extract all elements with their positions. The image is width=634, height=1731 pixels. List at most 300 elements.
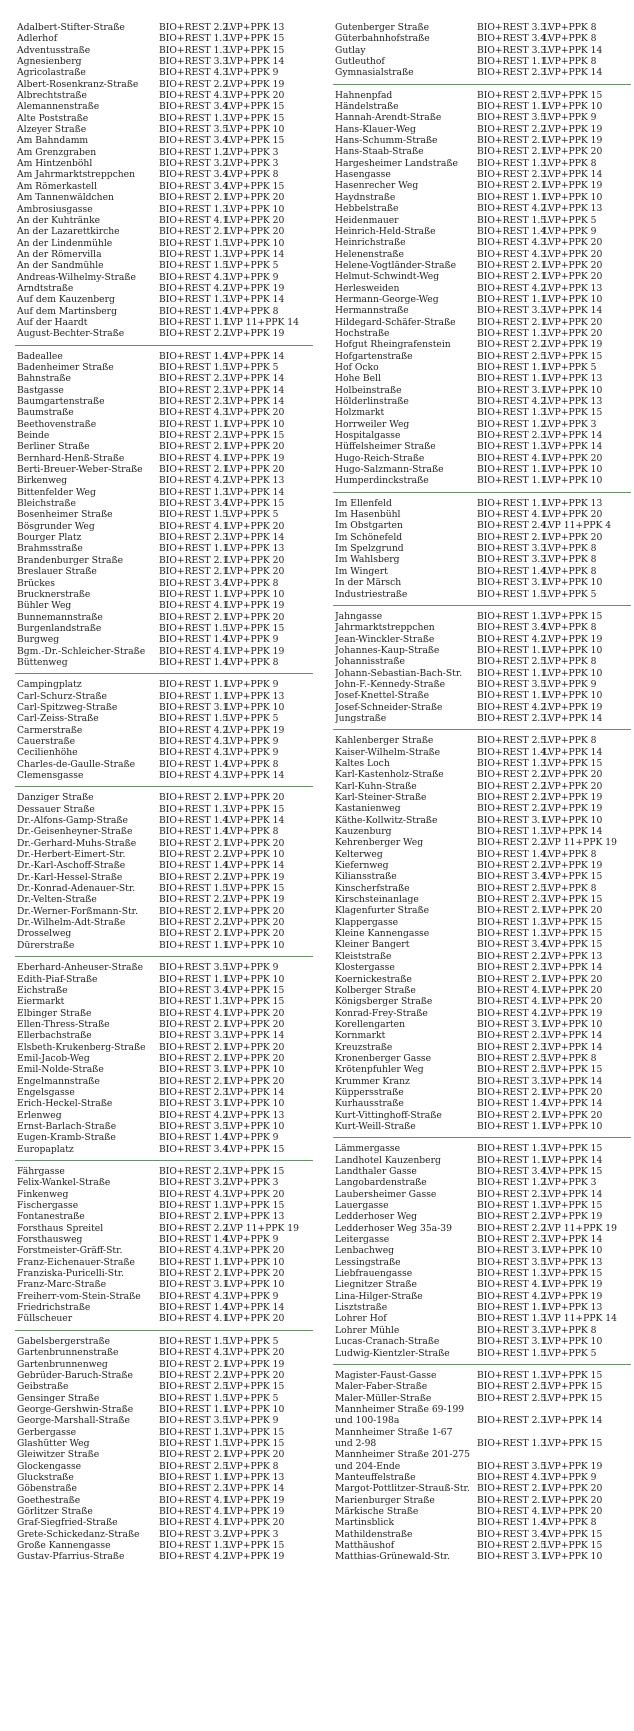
letter-group	[335, 735, 627, 1132]
street-row	[17, 158, 309, 169]
street-name: Auf der Haardt	[17, 316, 88, 328]
lvp-ppk-schedule: LVP+PPK 15	[543, 610, 603, 622]
street-name: Große Kannengasse	[17, 1540, 111, 1551]
column-right	[335, 22, 627, 1563]
street-name: Hans-Schumm-Straße	[335, 135, 438, 147]
letter-group	[335, 611, 627, 724]
lvp-ppk-schedule: LVP+PPK 10	[225, 1120, 285, 1132]
lvp-ppk-schedule: LVP+PPK 13	[543, 1302, 603, 1314]
lvp-ppk-schedule: LVP+PPK 20	[225, 441, 285, 453]
bio-rest-schedule: BIO+REST 1.4	[477, 746, 547, 758]
street-name: Campingplatz	[17, 679, 82, 691]
bio-rest-schedule: BIO+REST 1.3	[477, 757, 547, 769]
bio-rest-schedule: BIO+REST 1.3	[477, 1200, 547, 1212]
street-row	[17, 1234, 309, 1245]
street-row	[17, 1336, 309, 1347]
lvp-ppk-schedule: LVP+PPK 19	[543, 339, 603, 351]
lvp-ppk-schedule: LVP+PPK 10	[543, 464, 603, 476]
lvp-ppk-schedule: LVP+PPK 20	[225, 1075, 285, 1087]
street-row	[335, 951, 627, 962]
bio-rest-schedule: BIO+REST 1.4	[159, 305, 229, 317]
bio-rest-schedule: BIO+REST 1.1	[477, 361, 547, 373]
street-row	[335, 1110, 627, 1121]
lvp-ppk-schedule: LVP+PPK 15	[543, 1392, 603, 1404]
street-name: Kastanienweg	[335, 803, 401, 815]
lvp-ppk-schedule: LVP+PPK 10	[543, 667, 603, 679]
lvp-ppk-schedule: LVP+PPK 15	[225, 1143, 285, 1155]
street-name: Gluckstraße	[17, 1471, 74, 1483]
lvp-ppk-schedule: LVP+PPK 15	[225, 180, 285, 192]
lvp-ppk-schedule: LVP+PPK 15	[543, 939, 603, 951]
street-name: Mannheimer Straße 69-199	[335, 1403, 465, 1415]
bio-rest-schedule: BIO+REST 1.3	[477, 1313, 547, 1325]
bio-rest-schedule: BIO+REST 2.5	[477, 656, 547, 668]
bio-rest-schedule: BIO+REST 4.3	[159, 1188, 229, 1200]
street-row	[17, 1189, 309, 1200]
lvp-ppk-schedule: LVP+PPK 14	[225, 486, 285, 498]
lvp-ppk-schedule: LVP+PPK 10	[543, 577, 603, 589]
letter-group	[17, 1336, 309, 1563]
street-row	[17, 1257, 309, 1268]
lvp-ppk-schedule: LVP+PPK 19	[225, 1358, 285, 1370]
street-name: Landhotel Kauzenberg	[335, 1154, 441, 1166]
street-name: Agricolastraße	[17, 67, 86, 79]
bio-rest-schedule: BIO+REST 1.1	[477, 644, 547, 656]
street-name: Dr.-Wilhelm-Adt-Straße	[17, 917, 126, 929]
street-name: George-Marshall-Straße	[17, 1415, 130, 1427]
street-row	[335, 1200, 627, 1211]
street-name: Kiliansstraße	[335, 871, 397, 883]
street-row	[17, 940, 309, 951]
bio-rest-schedule: BIO+REST 3.1	[159, 1064, 229, 1076]
street-row	[17, 1291, 309, 1302]
street-row	[335, 939, 627, 950]
bio-rest-schedule: BIO+REST 1.3	[477, 928, 547, 940]
bio-rest-schedule: BIO+REST 2.1	[159, 1449, 229, 1461]
street-row	[17, 260, 309, 271]
street-row	[335, 1223, 627, 1234]
street-name: Alzeyer Straße	[17, 124, 87, 136]
lvp-ppk-schedule: LVP+PPK 15	[225, 984, 285, 996]
lvp-ppk-schedule: LVP+PPK 15	[543, 757, 603, 769]
bio-rest-schedule: BIO+REST 4.2	[477, 396, 547, 407]
street-row	[335, 475, 627, 486]
lvp-ppk-schedule: LVP+PPK 19	[225, 1551, 285, 1563]
street-name: Bastgasse	[17, 384, 64, 396]
lvp-ppk-schedule: LVP+PPK 14	[225, 532, 285, 544]
street-name: Jungstraße	[335, 712, 387, 724]
bio-rest-schedule: BIO+REST 2.2	[477, 780, 547, 792]
bio-rest-schedule: BIO+REST 2.3	[477, 1415, 547, 1427]
bio-rest-schedule: BIO+REST 1.1	[477, 191, 547, 203]
street-row	[17, 317, 309, 328]
bio-rest-schedule: BIO+REST 3.1	[159, 1279, 229, 1291]
bio-rest-schedule: BIO+REST 1.4	[159, 758, 229, 770]
street-name: Kinscherfstraße	[335, 882, 410, 894]
street-name: Im Hasenbühl	[335, 509, 401, 521]
bio-rest-schedule: BIO+REST 4.1	[159, 520, 229, 532]
street-row	[335, 1461, 627, 1472]
lvp-ppk-schedule: LVP+PPK 9	[225, 271, 279, 283]
lvp-ppk-schedule: LVP+PPK 8	[543, 22, 597, 33]
street-row	[17, 1359, 309, 1370]
lvp-ppk-schedule: LVP+PPK 15	[543, 407, 603, 419]
street-row	[335, 192, 627, 203]
street-row	[17, 396, 309, 407]
lvp-ppk-schedule: LVP+PPK 15	[225, 1381, 285, 1393]
lvp-ppk-schedule: LVP+PPK 20	[543, 1505, 603, 1517]
lvp-ppk-schedule: LVP+PPK 15	[543, 1143, 603, 1155]
bio-rest-schedule: BIO+REST 1.4	[159, 815, 229, 827]
street-row	[335, 215, 627, 226]
street-name: Agnesienberg	[17, 56, 82, 68]
lvp-ppk-schedule: LVP+PPK 14	[225, 860, 285, 872]
bio-rest-schedule: BIO+REST 4.2	[477, 633, 547, 645]
street-name: Hugo-Salzmann-Straße	[335, 464, 444, 476]
letter-group	[17, 22, 309, 340]
street-row	[335, 1268, 627, 1279]
bio-rest-schedule: BIO+REST 3.4	[477, 1528, 547, 1540]
street-row	[335, 962, 627, 973]
lvp-ppk-schedule: LVP+PPK 19	[543, 123, 603, 135]
street-row	[17, 815, 309, 826]
street-name: Lenbachweg	[335, 1245, 395, 1257]
bio-rest-schedule: BIO+REST 2.3	[159, 373, 229, 385]
street-name: Geibstraße	[17, 1381, 69, 1393]
street-name: Forsthaus Spreitel	[17, 1222, 104, 1234]
lvp-ppk-schedule: LVP+PPK 10	[225, 203, 285, 215]
bio-rest-schedule: BIO+REST 2.3	[477, 1041, 547, 1053]
street-name: Breslauer Straße	[17, 566, 97, 578]
street-row	[335, 1449, 627, 1460]
lvp-ppk-schedule: LVP+PPK 20	[225, 1188, 285, 1200]
lvp-ppk-schedule: LVP+PPK 19	[225, 1494, 285, 1506]
street-row	[17, 1076, 309, 1087]
lvp-ppk-schedule: LVP+PPK 13	[225, 543, 285, 555]
street-row	[17, 238, 309, 249]
street-row	[335, 1177, 627, 1188]
street-row	[335, 1189, 627, 1200]
street-row	[17, 169, 309, 180]
lvp-ppk-schedule: LVP+PPK 15	[225, 1437, 285, 1449]
street-row	[17, 1381, 309, 1392]
street-name: Badenheimer Straße	[17, 361, 114, 373]
street-row	[335, 1381, 627, 1392]
street-row	[335, 679, 627, 690]
street-name: Kelterweg	[335, 848, 383, 860]
street-name: Holbeinstraße	[335, 384, 402, 396]
lvp-ppk-schedule: LVP+PPK 10	[225, 588, 285, 600]
street-name: Forstmeister-Gräff-Str.	[17, 1245, 123, 1257]
bio-rest-schedule: BIO+REST 4.1	[159, 1313, 229, 1325]
street-name: Fontanestraße	[17, 1211, 85, 1223]
bio-rest-schedule: BIO+REST 1.1	[477, 475, 547, 487]
bio-rest-schedule: BIO+REST 2.1	[159, 1041, 229, 1053]
street-name: Kirschsteinanlage	[335, 894, 419, 906]
bio-rest-schedule: BIO+REST 4.3	[477, 237, 547, 249]
lvp-ppk-schedule: LVP+PPK 9	[225, 634, 279, 646]
street-name: Ellen-Thress-Straße	[17, 1018, 110, 1030]
street-row	[17, 1415, 309, 1426]
lvp-ppk-schedule: LVP+PPK 20	[543, 780, 603, 792]
bio-rest-schedule: BIO+REST 3.1	[477, 384, 547, 396]
street-row	[335, 362, 627, 373]
lvp-ppk-schedule: LVP+PPK 5	[225, 260, 279, 272]
lvp-ppk-schedule: LVP+PPK 10	[543, 293, 603, 305]
street-row	[335, 1166, 627, 1177]
street-row	[17, 1313, 309, 1324]
lvp-ppk-schedule: LVP+PPK 3	[225, 1177, 279, 1189]
street-name: Bosenheimer Straße	[17, 509, 113, 521]
lvp-ppk-schedule: LVP+PPK 15	[225, 112, 285, 124]
group-divider	[333, 1137, 631, 1138]
street-name: Heinrichstraße	[335, 237, 406, 249]
street-name: Margot-Pottlitzer-Strauß-Str.	[335, 1483, 470, 1495]
lvp-ppk-schedule: LVP+PPK 15	[543, 1381, 603, 1393]
street-row	[17, 838, 309, 849]
letter-group	[17, 962, 309, 1155]
bio-rest-schedule: BIO+REST 1.1	[159, 973, 229, 985]
lvp-ppk-schedule: LVP+PPK 9	[543, 678, 597, 690]
street-row	[17, 464, 309, 475]
bio-rest-schedule: BIO+REST 1.5	[477, 588, 547, 600]
lvp-ppk-schedule: LVP+PPK 14	[225, 770, 285, 781]
lvp-ppk-schedule: LVP+PPK 14	[543, 44, 603, 56]
lvp-ppk-schedule: LVP+PPK 15	[543, 89, 603, 101]
street-name: Albrechtstraße	[17, 90, 87, 102]
street-row	[335, 1143, 627, 1154]
street-row	[17, 521, 309, 532]
lvp-ppk-schedule: LVP+PPK 8	[543, 882, 597, 894]
street-row	[335, 1313, 627, 1324]
bio-rest-schedule: BIO+REST 2.3	[159, 532, 229, 544]
street-row	[335, 1245, 627, 1256]
lvp-ppk-schedule: LVP+PPK 13	[543, 373, 603, 385]
bio-rest-schedule: BIO+REST 2.2	[477, 769, 547, 781]
street-row	[335, 328, 627, 339]
lvp-ppk-schedule: LVP+PPK 19	[543, 701, 603, 713]
street-name: Bernhard-Henß-Straße	[17, 452, 125, 464]
bio-rest-schedule: BIO+REST 4.3	[159, 1290, 229, 1302]
bio-rest-schedule: BIO+REST 2.3	[159, 430, 229, 442]
street-name: Lohrer Mühle	[335, 1324, 400, 1336]
bio-rest-schedule: BIO+REST 1.3	[159, 112, 229, 124]
street-row	[335, 1540, 627, 1551]
street-name: Burgweg	[17, 634, 60, 646]
street-name: Jean-Winckler-Straße	[335, 633, 435, 645]
street-name: Krummer Kranz	[335, 1075, 410, 1087]
street-row	[17, 419, 309, 430]
street-name: Gerbergasse	[17, 1426, 77, 1438]
street-name: Andreas-Wilhelmy-Straße	[17, 271, 136, 283]
lvp-ppk-schedule: LVP+PPK 20	[225, 1245, 285, 1257]
bio-rest-schedule: BIO+REST 1.5	[159, 237, 229, 249]
street-name: Ludwig-Kientzler-Straße	[335, 1347, 450, 1359]
bio-rest-schedule: BIO+REST 2.1	[477, 259, 547, 271]
street-name: Herlesweiden	[335, 282, 400, 294]
street-row	[17, 1166, 309, 1177]
lvp-ppk-schedule: LVP+PPK 10	[543, 1336, 603, 1348]
street-row	[17, 1472, 309, 1483]
bio-rest-schedule: BIO+REST 1.2	[159, 146, 229, 158]
bio-rest-schedule: BIO+REST 2.2	[159, 78, 229, 90]
lvp-ppk-schedule: LVP+PPK 8	[543, 848, 597, 860]
street-row	[335, 1336, 627, 1347]
lvp-ppk-schedule: LVP+PPK 20	[225, 917, 285, 929]
bio-rest-schedule: BIO+REST 2.4	[477, 520, 547, 532]
street-row	[17, 226, 309, 237]
street-row	[335, 271, 627, 282]
street-row	[335, 135, 627, 146]
street-name: Josef-Knettel-Straße	[335, 690, 430, 702]
street-name: und 204-Ende	[335, 1460, 401, 1472]
street-name: Emil-Jacob-Weg	[17, 1052, 90, 1064]
street-row	[17, 351, 309, 362]
lvp-ppk-schedule	[543, 1404, 627, 1415]
street-name: Berliner Straße	[17, 441, 90, 453]
lvp-ppk-schedule: LVP+PPK 13	[543, 396, 603, 407]
lvp-ppk-schedule: LVP+PPK 8	[543, 622, 597, 634]
street-name: Elbinger Straße	[17, 1007, 92, 1019]
street-row	[335, 396, 627, 407]
lvp-ppk-schedule: LVP+PPK 3	[543, 1177, 597, 1189]
bio-rest-schedule: BIO+REST 2.1	[477, 316, 547, 328]
lvp-ppk-schedule: LVP+PPK 8	[543, 33, 597, 45]
street-name: Dessauer Straße	[17, 803, 95, 815]
street-row	[17, 1302, 309, 1313]
lvp-ppk-schedule: LVP+PPK 5	[225, 713, 279, 725]
street-row	[335, 430, 627, 441]
street-row	[17, 1245, 309, 1256]
bio-rest-schedule: BIO+REST 4.1	[159, 645, 229, 657]
bio-rest-schedule: BIO+REST 2.3	[477, 430, 547, 442]
letter-group	[17, 679, 309, 781]
street-row	[335, 1098, 627, 1109]
street-row	[335, 1438, 627, 1449]
lvp-ppk-schedule: LVP+PPK 20	[543, 984, 603, 996]
lvp-ppk-schedule: LVP+PPK 10	[225, 849, 285, 861]
lvp-ppk-schedule: LVP+PPK 19	[543, 135, 603, 147]
lvp-ppk-schedule: LVP+PPK 15	[543, 1200, 603, 1212]
bio-rest-schedule: BIO+REST 1.5	[159, 883, 229, 895]
street-name: Im Wingert	[335, 565, 388, 577]
street-row	[335, 385, 627, 396]
street-name: Im Ellenfeld	[335, 497, 392, 509]
lvp-ppk-schedule: LVP+PPK 15	[543, 1369, 603, 1381]
lvp-ppk-schedule: LVP+PPK 14	[225, 294, 285, 306]
lvp-ppk-schedule: LVP+PPK 19	[225, 452, 285, 464]
bio-rest-schedule: BIO+REST 4.1	[477, 996, 547, 1008]
street-name: Hasenrecher Weg	[335, 180, 419, 192]
lvp-ppk-schedule: LVP+PPK 20	[543, 259, 603, 271]
street-name: Glashütter Weg	[17, 1437, 90, 1449]
bio-rest-schedule: BIO+REST 1.1	[477, 1120, 547, 1132]
lvp-ppk-schedule: LVP+PPK 20	[543, 1109, 603, 1121]
street-name: John-F.-Kennedy-Straße	[335, 678, 446, 690]
bio-rest-schedule: BIO+REST 2.2	[477, 837, 547, 849]
bio-rest-schedule: BIO+REST 1.1	[477, 464, 547, 476]
lvp-ppk-schedule: LVP+PPK 9	[225, 962, 279, 974]
street-name: Gensinger Straße	[17, 1392, 100, 1404]
bio-rest-schedule: BIO+REST 2.1	[159, 1075, 229, 1087]
bio-rest-schedule: BIO+REST 3.3	[477, 543, 547, 555]
street-name: Heidenmauer	[335, 214, 399, 226]
lvp-ppk-schedule: LVP+PPK 19	[543, 1007, 603, 1019]
street-row	[17, 1019, 309, 1030]
street-row	[17, 883, 309, 894]
lvp-ppk-schedule: LVP+PPK 19	[225, 871, 285, 883]
bio-rest-schedule: BIO+REST 2.3	[159, 396, 229, 407]
street-row	[335, 634, 627, 645]
bio-rest-schedule: BIO+REST 1.4	[159, 826, 229, 838]
street-name: Humperdinckstraße	[335, 475, 429, 487]
bio-rest-schedule: BIO+REST 1.4	[159, 860, 229, 872]
bio-rest-schedule: BIO+REST 2.1	[159, 554, 229, 566]
bio-rest-schedule: BIO+REST 4.3	[159, 67, 229, 79]
group-divider	[15, 786, 313, 787]
street-row	[335, 532, 627, 543]
street-row	[335, 1325, 627, 1336]
bio-rest-schedule: BIO+REST 4.1	[159, 600, 229, 612]
bio-rest-schedule: BIO+REST 1.3	[477, 610, 547, 622]
lvp-ppk-schedule: LVP+PPK 10	[543, 814, 603, 826]
lvp-ppk-schedule: LVP+PPK 15	[225, 1166, 285, 1177]
bio-rest-schedule: BIO+REST 2.3	[159, 1483, 229, 1495]
street-name: Hermannstraße	[335, 305, 409, 317]
street-name: Burgenlandstraße	[17, 622, 102, 634]
bio-rest-schedule: BIO+REST 1.4	[477, 1098, 547, 1110]
lvp-ppk-schedule: LVP+PPK 19	[225, 1505, 285, 1517]
street-row	[17, 725, 309, 736]
bio-rest-schedule: BIO+REST 4.2	[159, 282, 229, 294]
street-row	[17, 532, 309, 543]
lvp-ppk-schedule: LVP+PPK 13	[225, 690, 285, 702]
group-divider	[333, 84, 631, 85]
bio-rest-schedule: BIO+REST 3.3	[477, 44, 547, 56]
bio-rest-schedule: BIO+REST 1.3	[159, 248, 229, 260]
street-name: Freiherr-vom-Stein-Straße	[17, 1290, 141, 1302]
street-row	[335, 158, 627, 169]
street-name: Kaltes Loch	[335, 757, 390, 769]
street-name: Hermann-George-Weg	[335, 293, 439, 305]
lvp-ppk-schedule: LVP+PPK 20	[543, 509, 603, 521]
street-row	[335, 543, 627, 554]
street-row	[17, 362, 309, 373]
street-name: Finkenweg	[17, 1188, 69, 1200]
street-row	[17, 1483, 309, 1494]
street-row	[335, 1483, 627, 1494]
street-row	[17, 1517, 309, 1528]
street-name: In der Märsch	[335, 577, 402, 589]
street-row	[17, 543, 309, 554]
lvp-ppk-schedule: LVP+PPK 10	[543, 690, 603, 702]
street-name: Hans-Staab-Straße	[335, 146, 424, 158]
street-name: Koernickestraße	[335, 973, 412, 985]
bio-rest-schedule: BIO+REST 3.5	[477, 112, 547, 124]
lvp-ppk-schedule: LVP+PPK 14	[543, 430, 603, 442]
bio-rest-schedule: BIO+REST 3.3	[477, 305, 547, 317]
street-name: Marienburger Straße	[335, 1494, 435, 1506]
street-row	[17, 578, 309, 589]
bio-rest-schedule: BIO+REST 1.1	[159, 316, 229, 328]
bio-rest-schedule: BIO+REST 1.1	[159, 588, 229, 600]
bio-rest-schedule: BIO+REST 1.5	[159, 1437, 229, 1449]
street-row	[335, 1393, 627, 1404]
bio-rest-schedule: BIO+REST 2.2	[159, 1369, 229, 1381]
street-name: Hans-Klauer-Weg	[335, 123, 416, 135]
street-row	[17, 1223, 309, 1234]
street-row	[335, 905, 627, 916]
